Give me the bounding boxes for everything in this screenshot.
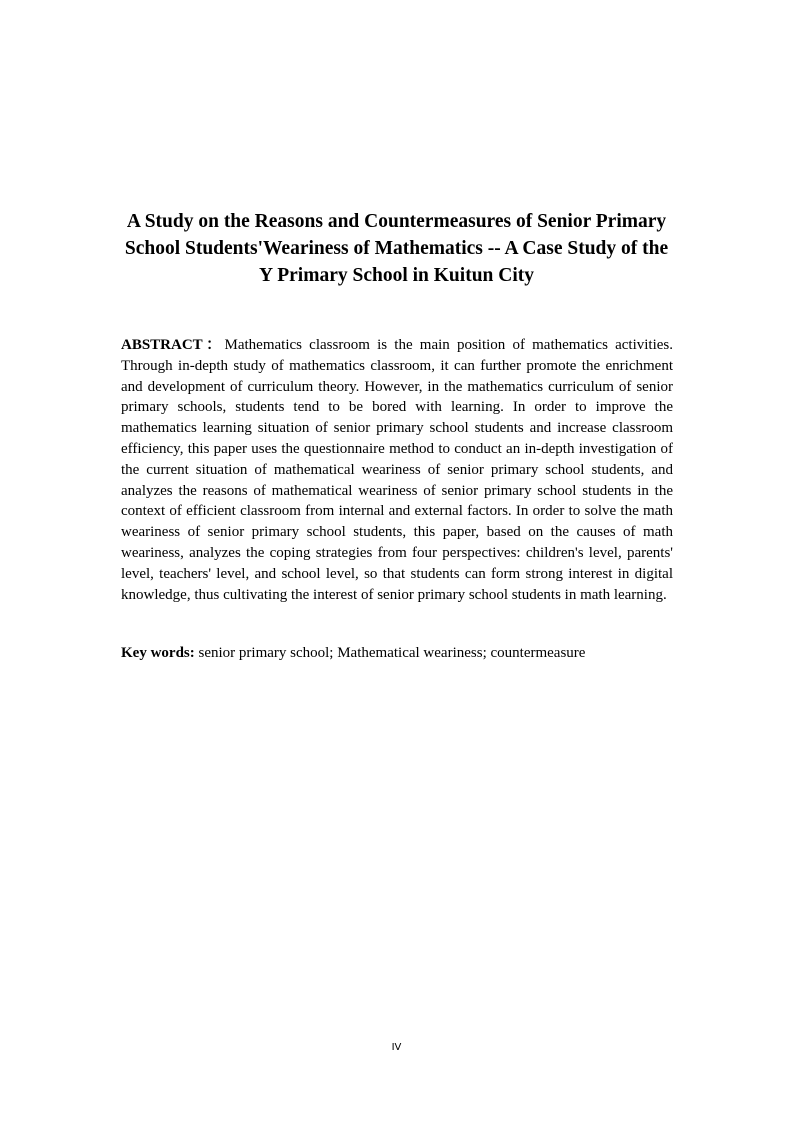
keywords-paragraph [121, 643, 673, 664]
page-number: IV [391, 1042, 402, 1053]
abstract-paragraph [121, 335, 673, 605]
paper-title: A Study on the Reasons and Countermeasures of Senior Primary School Students'Weariness of Mathematics -- A Case Study of the Y Primary School in Kuitun City [124, 211, 669, 286]
keywords-text: senior primary school; Mathematical weariness; countermeasure [198, 645, 586, 661]
abstract-text: Mathematics classroom is the main position of mathematics activities. Through in-depth study of mathematics classroom, it can further promote the enrichment and development of curriculum theory. However, in the mathematics curriculum of senior primary schools, students tend to be bored with learning. In order to improve the mathematics learning situation of senior primary school students and increase classroom efficiency, this paper uses the questionnaire method to conduct an in-depth investigation of the current situation of mathematical weariness of senior primary school students, and analyzes the reasons of mathematical weariness of senior primary school students in the context of efficient classroom from internal and external factors. In order to solve the math weariness of senior primary school students, this paper, based on the causes of math weariness, analyzes the coping strategies from four perspectives: children's level, parents' level, teachers' level, and school level, so that students can form strong interest in digital knowledge, thus cultivating the interest of senior primary school students in math learning. [121, 337, 673, 603]
abstract-label: ABSTRACT： [121, 337, 225, 353]
keywords-label: Key words: [121, 645, 195, 661]
